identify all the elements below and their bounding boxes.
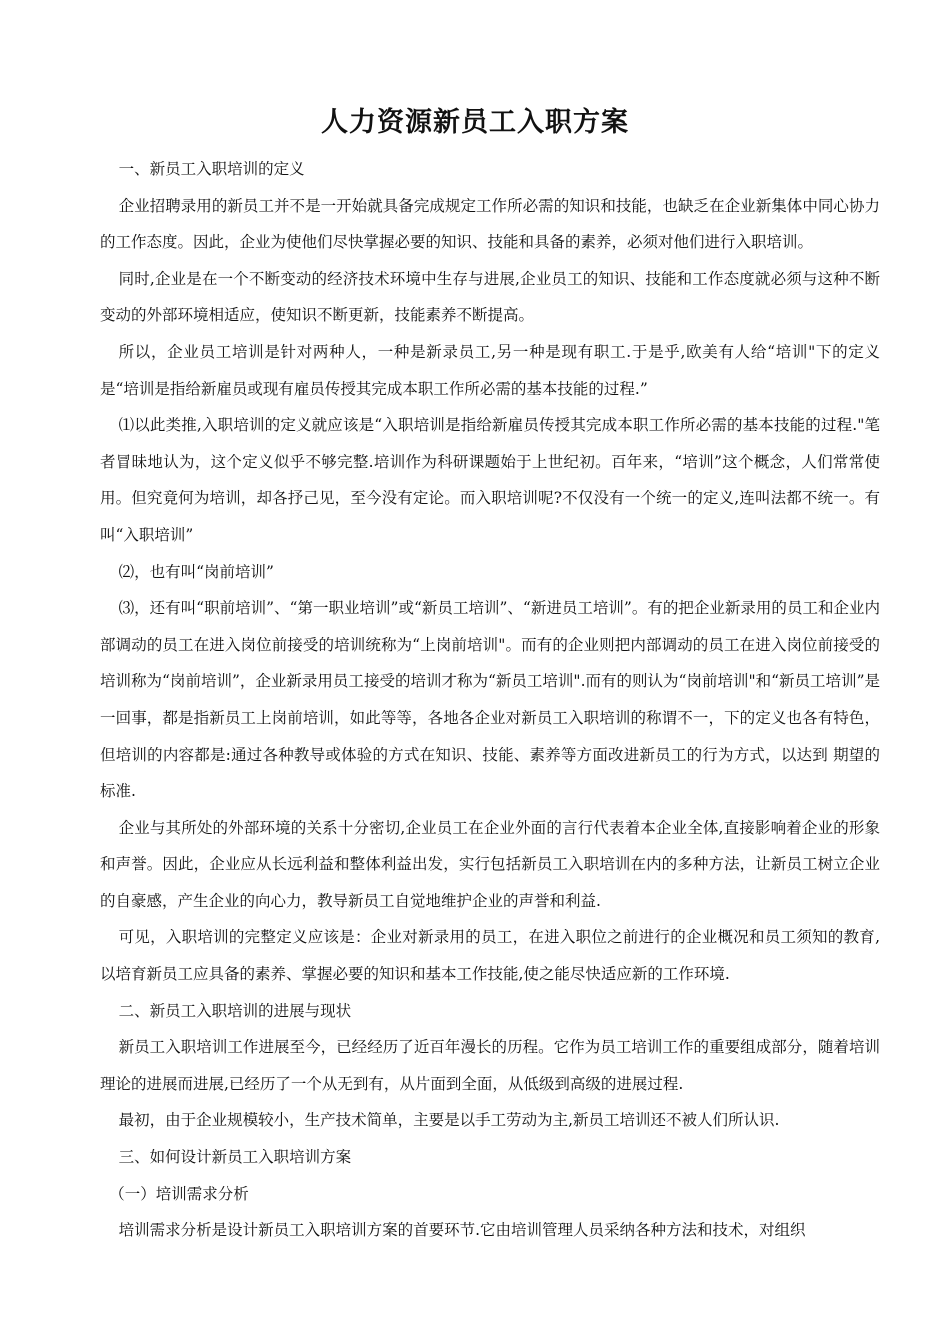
paragraph: 可见，入职培训的完整定义应该是：企业对新录用的员工，在进入职位之前进行的企业概况和员工须知的教育,以培育新员工应具备的素养、掌握必要的知识和基本工作技能,使之能尽快适应新的工作环境. bbox=[100, 928, 880, 984]
section-heading: 二、新员工入职培训的进展与现状 bbox=[118, 1001, 352, 1020]
paragraph: ⑶，还有叫“职前培训”、“第一职业培训”或“新员工培训”、“新进员工培训”。有的把企业新录用的员工和企业内部调动的员工在进入岗位前接受的培训统称为“上岗前培训"。而有的企业则把内部调动的员工在进入岗位前接受的培训称为“岗前培训”，企业新录用员工接受的培训才称为“新员工培训".而有的则认为“岗前培训"和“新员工培训”是一回事，都是指新员工上岗前培训，如此等等，各地各企业对新员工入职培训的称谓不一，下的定义也各有特色，但培训的内容都是:通过各种教导或体验的方式在知识、技能、素养等方面改进新员工的行为方式，以达到 期望的标准. bbox=[100, 599, 880, 801]
paragraph: ⑵，也有叫“岗前培训” bbox=[118, 562, 274, 581]
paragraph: ⑴以此类推,入职培训的定义就应该是“入职培训是指给新雇员传授其完成本职工作所必需的基本技能的过程."笔者冒昧地认为，这个定义似乎不够完整.培训作为科研课题始于上世纪初。百年来，“培训”这个概念，人们常常使用。但究竟何为培训，却各抒己见，至今没有定论。而入职培训呢?不仅没有一个统一的定义,连叫法都不统一。有叫“入职培训” bbox=[100, 416, 880, 544]
paragraph: 新员工入职培训工作进展至今，已经经历了近百年漫长的历程。它作为员工培训工作的重要组成部分，随着培训理论的进展而进展,已经历了一个从无到有，从片面到全面，从低级到高级的进展过程. bbox=[100, 1038, 880, 1093]
section-heading: 一、新员工入职培训的定义 bbox=[118, 160, 305, 178]
section-heading: 三、如何设计新员工入职培训方案 bbox=[118, 1148, 352, 1167]
paragraph: 企业与其所处的外部环境的关系十分密切,企业员工在企业外面的言行代表着本企业全体,直接影响着企业的形象和声誉。因此，企业应从长远利益和整体利益出发，实行包括新员工入职培训在内的多种方法，让新员工树立企业的自豪感，产生企业的向心力，教导新员工自觉地维护企业的声誉和利益. bbox=[100, 818, 880, 910]
paragraph: 同时,企业是在一个不断变动的经济技术环境中生存与进展,企业员工的知识、技能和工作态度就必须与这种不断变动的外部环境相适应，使知识不断更新，技能素养不断提高。 bbox=[100, 269, 880, 325]
paragraph: 培训需求分析是设计新员工入职培训方案的首要环节.它由培训管理人员采纳各种方法和技术，对组织 bbox=[118, 1221, 806, 1240]
page-title: 人力资源新员工入职方案 bbox=[321, 107, 629, 138]
paragraph: 企业招聘录用的新员工并不是一开始就具备完成规定工作所必需的知识和技能，也缺乏在企业新集体中同心协力的工作态度。因此，企业为使他们尽快掌握必要的知识、技能和具备的素养，必须对他们进行入职培训。 bbox=[100, 196, 880, 252]
subsection-heading: （一）培训需求分析 bbox=[109, 1184, 249, 1203]
document-body bbox=[100, 151, 880, 1249]
paragraph: 所以，企业员工培训是针对两种人，一种是新录员工,另一种是现有职工.于是乎,欧美有人给“培训"下的定义是“培训是指给新雇员或现有雇员传授其完成本职工作所必需的基本技能的过程.” bbox=[100, 342, 880, 398]
paragraph: 最初，由于企业规模较小，生产技术简单，主要是以手工劳动为主,新员工培训还不被人们所认识. bbox=[118, 1111, 780, 1130]
